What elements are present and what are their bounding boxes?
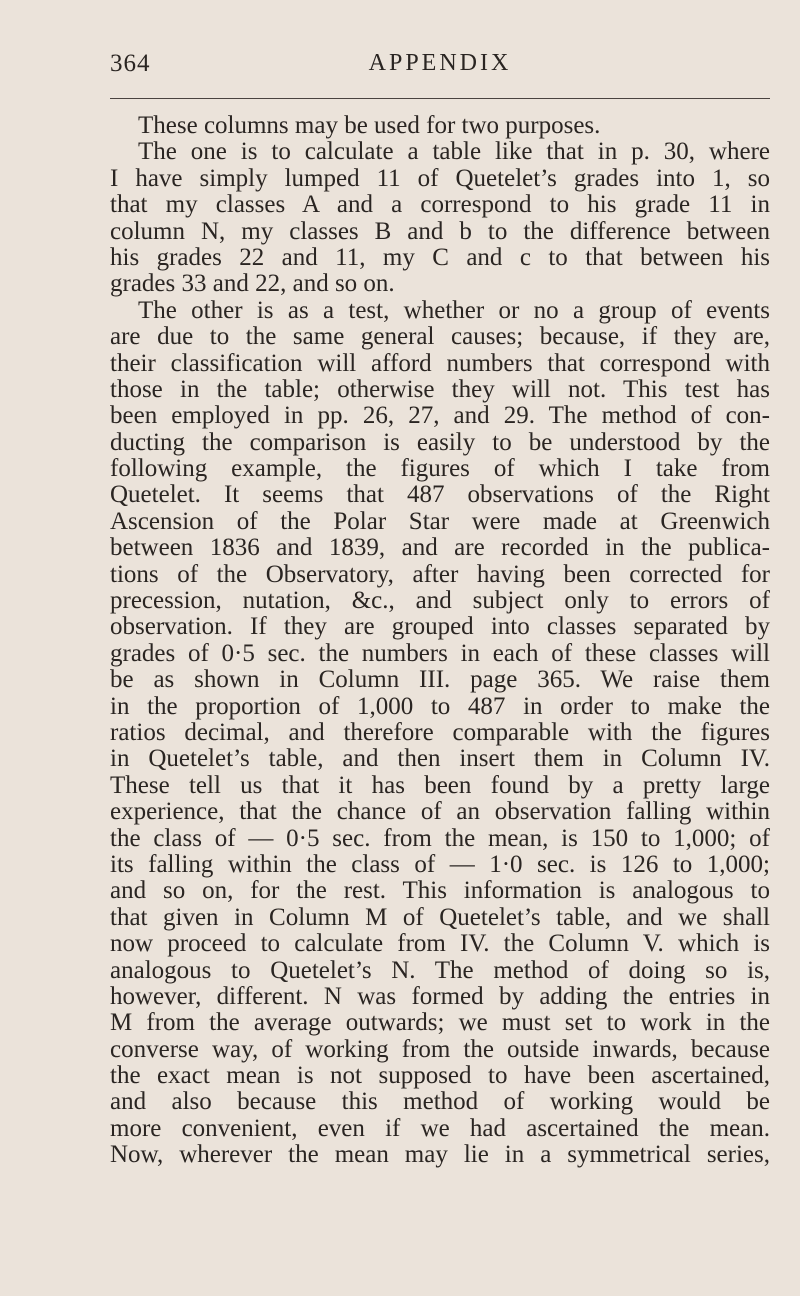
text-line: its falling within the class of — 1·0 sec. is 126 to 1,000; [110,850,770,878]
body-text [110,113,770,1169]
text-line: the exact mean is not supposed to have been ascertained, [110,1062,770,1090]
text-line: ducting the comparison is easily to be understood by the [110,428,770,456]
text-line: These columns may be used for two purposes. [138,112,601,139]
text-line: that given in Column M of Quetelet’s table, and we shall [110,903,770,931]
header-rule [110,98,770,99]
text-line: These tell us that it has been found by a pretty large [110,771,770,799]
text-line: between 1836 and 1839, and are recorded in the publica- [110,534,770,562]
text-line: more convenient, even if we had ascertained the mean. [110,1114,770,1142]
text-line: grades of 0·5 sec. the numbers in each of these classes will [110,639,770,667]
text-line: Quetelet. It seems that 487 observations of the Right [110,481,770,509]
text-line: in the proportion of 1,000 to 487 in order to make the [110,692,770,720]
text-line: however, different. N was formed by adding the entries in [110,982,770,1010]
text-line: been employed in pp. 26, 27, and 29. The method of con- [110,402,770,430]
text-line: ratios decimal, and therefore comparable with the figures [110,718,770,746]
text-line: Now, wherever the mean may lie in a symmetrical series, [110,1141,770,1169]
text-line: and also because this method of working would be [110,1088,770,1116]
text-line: precession, nutation, &c., and subject only to errors of [110,587,770,615]
text-line: I have simply lumped 11 of Quetelet’s grades into 1, so [110,164,770,192]
page-header [110,50,770,100]
text-line: M from the average outwards; we must set to work in the [110,1009,770,1037]
text-line: grades 33 and 22, and so on. [110,270,395,298]
text-line: tions of the Observatory, after having been corrected for [110,560,770,588]
text-line: and so on, for the rest. This information is analogous to [110,877,770,905]
text-line: his grades 22 and 11, my C and c to that between his [110,243,770,271]
text-line: The one is to calculate a table like that in p. 30, where [138,138,770,166]
text-line: experience, that the chance of an observation falling within [110,798,770,826]
text-line: in Quetelet’s table, and then insert them in Column IV. [110,745,770,773]
text-line: now proceed to calculate from IV. the Column V. which is [110,930,770,958]
text-line: analogous to Quetelet’s N. The method of doing so is, [110,956,770,984]
text-line: observation. If they are grouped into classes separated by [110,613,770,641]
text-line: Ascension of the Polar Star were made at Greenwich [110,507,770,535]
text-line: the class of — 0·5 sec. from the mean, is 150 to 1,000; of [110,824,770,852]
text-line: that my classes A and a correspond to his grade 11 in [110,191,770,219]
text-line: those in the table; otherwise they will not. This test has [110,375,770,403]
text-line: be as shown in Column III. page 365. We raise them [110,666,770,694]
text-line: column N, my classes B and b to the difference between [110,217,770,245]
text-line: The other is as a test, whether or no a group of events [138,296,770,324]
running-head: APPENDIX [368,50,512,76]
page-number: 364 [110,50,151,77]
text-line: are due to the same general causes; because, if they are, [110,323,770,351]
text-line: following example, the figures of which I take from [110,455,770,483]
text-line: converse way, of working from the outside inwards, because [110,1035,770,1063]
text-line: their classification will afford numbers that correspond with [110,349,770,377]
